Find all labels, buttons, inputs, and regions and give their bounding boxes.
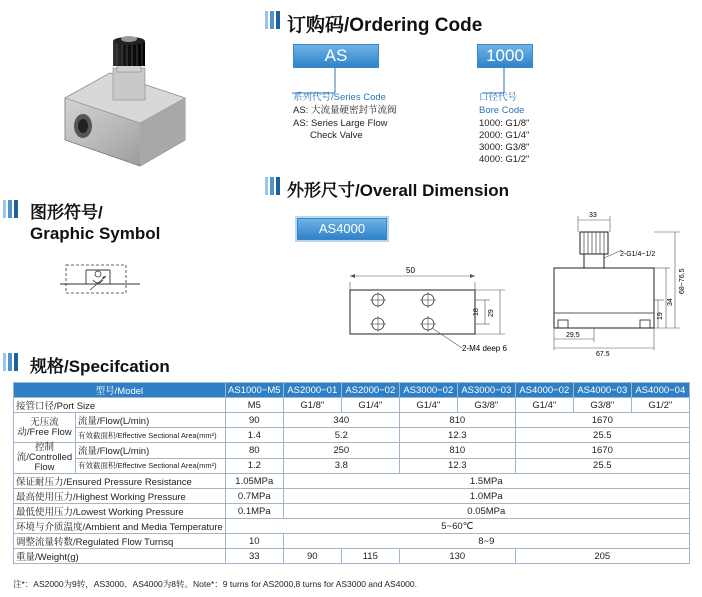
table-row bbox=[14, 519, 690, 534]
cell: 90 bbox=[225, 413, 283, 428]
header-cell: AS2000−01 bbox=[283, 383, 341, 398]
header-cell: AS3000−03 bbox=[457, 383, 515, 398]
dim-label: 18 bbox=[473, 308, 480, 316]
dim-label: 2-M4 deep 6 bbox=[462, 344, 507, 353]
cell: G1/2" bbox=[631, 398, 689, 413]
cell: 1.05MPa bbox=[225, 474, 283, 489]
cell: 8~9 bbox=[283, 534, 689, 549]
table-row bbox=[14, 534, 690, 549]
cell: 33 bbox=[225, 549, 283, 564]
cell: 130 bbox=[399, 549, 515, 564]
row-label: 保证耐压力/Ensured Pressure Resistance bbox=[14, 474, 226, 489]
dimension-title: 外形尺寸/Overall Dimension bbox=[287, 181, 509, 200]
cell: G3/8" bbox=[573, 398, 631, 413]
series-code-label: 系列代号/Series Code bbox=[293, 92, 386, 103]
port-line-4: 4000: G1/2" bbox=[479, 154, 530, 165]
table-row bbox=[14, 489, 690, 504]
section-marker bbox=[265, 11, 279, 29]
cell: 5~60℃ bbox=[225, 519, 689, 534]
spec-table bbox=[13, 382, 690, 564]
cell: G1/8" bbox=[283, 398, 341, 413]
header-cell: AS1000−M5 bbox=[225, 383, 283, 398]
table-row bbox=[14, 474, 690, 489]
dim-label: 68~76.5 bbox=[679, 268, 686, 294]
row-label: 重量/Weight(g) bbox=[14, 549, 226, 564]
port-line-1: 1000: G1/8" bbox=[479, 118, 530, 129]
product-photo bbox=[55, 28, 205, 178]
cell: 0.1MPa bbox=[225, 504, 283, 519]
cell: 3.8 bbox=[283, 458, 399, 474]
cell: 12.3 bbox=[399, 458, 515, 474]
model-box: AS4000 bbox=[297, 218, 387, 240]
cell: 12.3 bbox=[399, 428, 515, 443]
dim-label: 34 bbox=[667, 298, 674, 306]
table-row bbox=[14, 398, 690, 413]
port-code-label-en: Bore Code bbox=[479, 105, 525, 116]
header-cell: AS3000−02 bbox=[399, 383, 457, 398]
side-view-drawing bbox=[538, 208, 698, 358]
dim-label: 50 bbox=[406, 266, 415, 275]
cell: 80 bbox=[225, 443, 283, 459]
dim-label: 29 bbox=[488, 309, 495, 317]
row-label: 环境与介质温度/Ambient and Media Temperature bbox=[14, 519, 226, 534]
port-code-label-cn: 口径代号 bbox=[479, 92, 518, 103]
section-marker bbox=[3, 353, 17, 371]
series-line-1: AS: 大流量硬密封节流阀 bbox=[293, 105, 397, 116]
dim-label: 67.5 bbox=[596, 351, 610, 358]
cell: 250 bbox=[283, 443, 399, 459]
cell: 5.2 bbox=[283, 428, 399, 443]
series-code-box: AS bbox=[293, 44, 379, 68]
section-marker bbox=[3, 200, 17, 218]
cell: 0.05MPa bbox=[283, 504, 689, 519]
row-label: 最高使用压力/Highest Working Pressure bbox=[14, 489, 226, 504]
row-label: 流量/Flow(L/min) bbox=[76, 443, 226, 459]
header-cell: 型号/Model bbox=[14, 383, 226, 398]
cell: 810 bbox=[399, 413, 515, 428]
cell: 90 bbox=[283, 549, 341, 564]
table-row bbox=[14, 504, 690, 519]
series-line-3: Check Valve bbox=[310, 130, 363, 141]
table-row bbox=[14, 549, 690, 564]
row-label: 流量/Flow(L/min) bbox=[76, 413, 226, 428]
table-row bbox=[14, 428, 690, 443]
table-row bbox=[14, 458, 690, 474]
cell: 1.0MPa bbox=[283, 489, 689, 504]
cell: 1670 bbox=[515, 443, 689, 459]
row-label: 调整流量转数/Regulated Flow Turnsq bbox=[14, 534, 226, 549]
cell: 1670 bbox=[515, 413, 689, 428]
cell: 810 bbox=[399, 443, 515, 459]
cell: G1/4" bbox=[399, 398, 457, 413]
cell: 115 bbox=[341, 549, 399, 564]
cell: 1.4 bbox=[225, 428, 283, 443]
ordering-title: 订购码/Ordering Code bbox=[287, 15, 483, 36]
row-label: 接管口径/Port Size bbox=[14, 398, 226, 413]
code-connectors bbox=[290, 67, 540, 95]
row-label: 有效截面积/Effective Sectional Area(mm²) bbox=[76, 458, 226, 474]
cell: 1.5MPa bbox=[283, 474, 689, 489]
header-cell: AS4000−03 bbox=[573, 383, 631, 398]
port-line-2: 2000: G1/4" bbox=[479, 130, 530, 141]
cell: 25.5 bbox=[515, 458, 689, 474]
dim-label: 2-G1/4~1/2 bbox=[620, 251, 656, 258]
row-label: 最低使用压力/Lowest Working Pressure bbox=[14, 504, 226, 519]
cell: 25.5 bbox=[515, 428, 689, 443]
section-marker bbox=[265, 177, 279, 195]
symbol-title-line2: Graphic Symbol bbox=[30, 224, 161, 243]
series-line-2: AS: Series Large Flow bbox=[293, 118, 388, 129]
header-cell: AS2000−02 bbox=[341, 383, 399, 398]
port-line-3: 3000: G3/8" bbox=[479, 142, 530, 153]
cell: 340 bbox=[283, 413, 399, 428]
header-cell: AS4000−02 bbox=[515, 383, 573, 398]
top-view-drawing bbox=[330, 262, 510, 358]
cell: G1/4" bbox=[515, 398, 573, 413]
cell: G3/8" bbox=[457, 398, 515, 413]
dim-label: 33 bbox=[589, 212, 597, 219]
row-label: 有效截面积/Effective Sectional Area(mm²) bbox=[76, 428, 226, 443]
cell: G1/4" bbox=[341, 398, 399, 413]
table-row bbox=[14, 443, 690, 459]
cell: 0.7MPa bbox=[225, 489, 283, 504]
symbol-title-line1: 图形符号/ bbox=[30, 203, 103, 222]
table-row bbox=[14, 413, 690, 428]
table-header-row bbox=[14, 383, 690, 398]
dim-label: 29.5 bbox=[566, 332, 580, 339]
cell: 1.2 bbox=[225, 458, 283, 474]
row-group-label: 无压流动/Free Flow bbox=[14, 413, 76, 443]
dim-label: 19 bbox=[657, 312, 664, 320]
header-cell: AS4000−04 bbox=[631, 383, 689, 398]
graphic-symbol bbox=[60, 262, 145, 296]
footnote: 注*：AS2000为9转，AS3000、AS4000为8转。Note*：9 turns for AS2000,8 turns for AS3000 and AS4000. bbox=[13, 579, 417, 589]
row-group-label: 控制流/Controlled Flow bbox=[14, 443, 76, 474]
cell: 10 bbox=[225, 534, 283, 549]
port-code-box: 1000 bbox=[477, 44, 533, 68]
cell: M5 bbox=[225, 398, 283, 413]
cell: 205 bbox=[515, 549, 689, 564]
spec-title: 规格/Specifcation bbox=[30, 357, 170, 376]
